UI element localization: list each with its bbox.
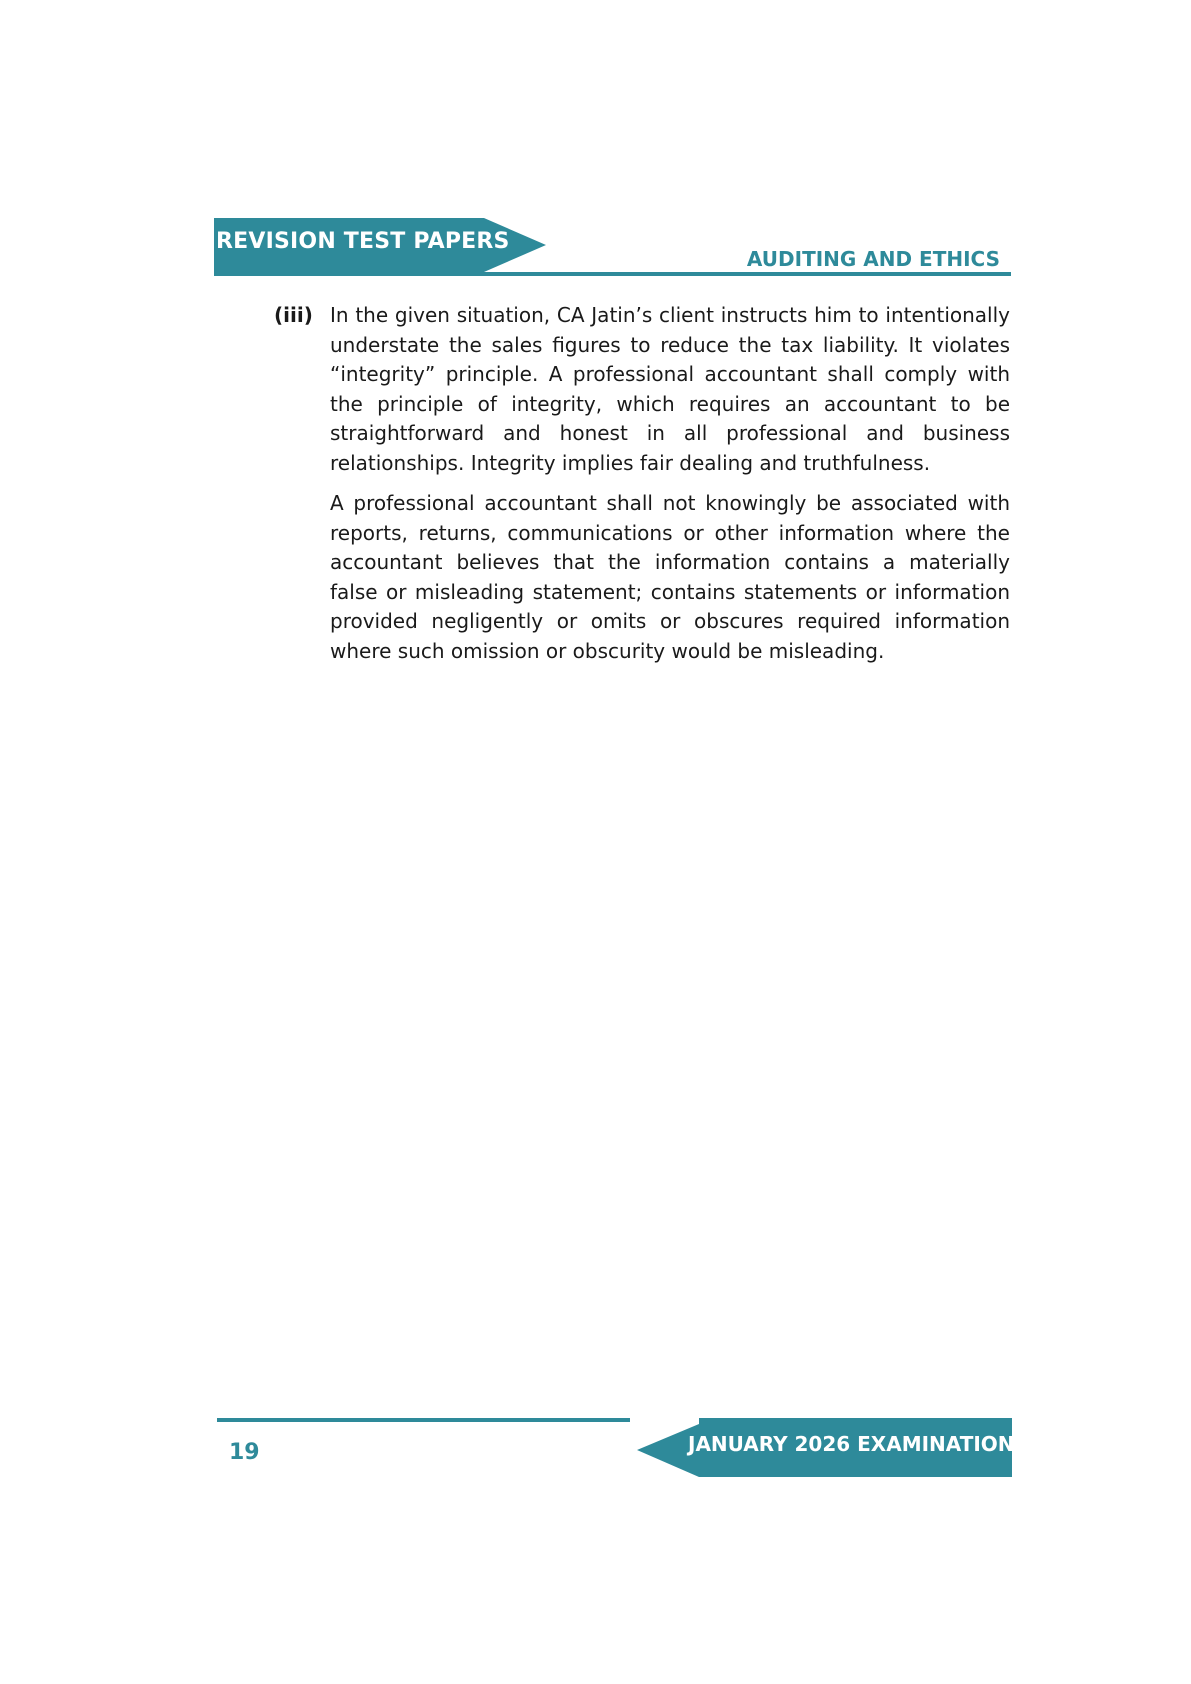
header-subject: AUDITING AND ETHICS bbox=[746, 247, 1000, 271]
page-number: 19 bbox=[229, 1440, 260, 1465]
paragraph-2: A professional accountant shall not knowingly be associated with reports, returns, communications or other information where the accountant believes that the information contains a materially false or misleading statement; contains statements or information provided negligently or omits or obscures required information where such omission or obscurity would be misleading. bbox=[330, 491, 1010, 663]
paragraph-1: In the given situation, CA Jatin’s client instructs him to intentionally understate the sales figures to reduce the tax liability. It violates “integrity” principle. A professional accountant shall comply with the principle of integrity, which requires an accountant to be straightforward and honest in all professional and business relationships. Integrity implies fair dealing and truthfulness. bbox=[330, 303, 1010, 475]
footer-rule bbox=[217, 1418, 630, 1422]
header-title: REVISION TEST PAPERS bbox=[216, 229, 510, 254]
item-label: (iii) bbox=[274, 303, 313, 327]
footer-exam-label: JANUARY 2026 EXAMINATION bbox=[688, 1432, 1015, 1456]
header-rule bbox=[214, 272, 1011, 276]
answer-content bbox=[330, 301, 1010, 677]
